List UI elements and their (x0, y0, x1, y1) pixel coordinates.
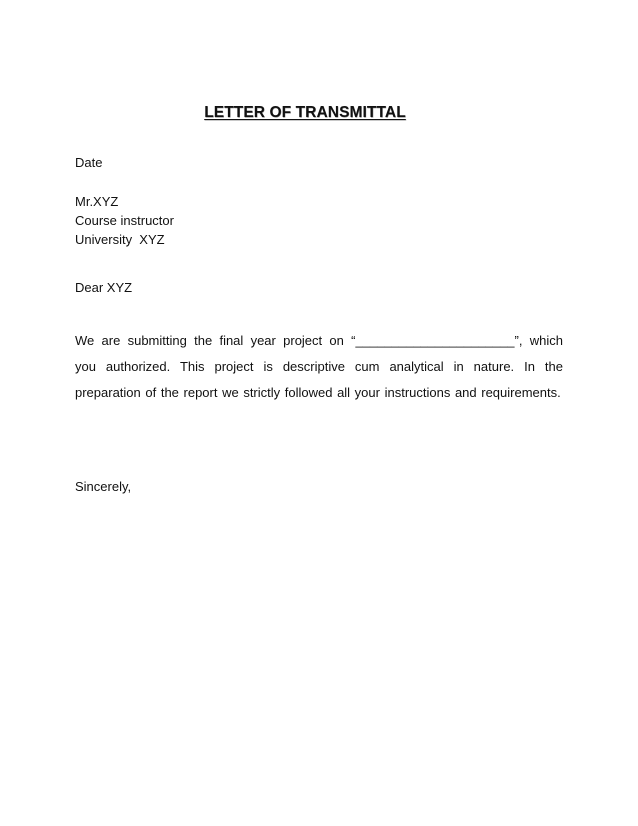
salutation: Dear XYZ (75, 280, 133, 295)
recipient-name: Mr.XYZ (75, 194, 119, 209)
letter-title: LETTER OF TRANSMITTAL (204, 104, 406, 121)
letter-body-paragraph: We are submitting the final year project on “______________________”, which you authorized. This project is descriptive cum analytical in nature. In the preparation of the report we strictly followed all your instructions and requirements. (75, 333, 563, 400)
recipient-institution: University XYZ (75, 232, 165, 247)
date-line: Date (75, 155, 103, 170)
recipient-address (75, 192, 563, 249)
recipient-position: Course instructor (75, 213, 174, 228)
closing-line: Sincerely, (75, 479, 132, 494)
